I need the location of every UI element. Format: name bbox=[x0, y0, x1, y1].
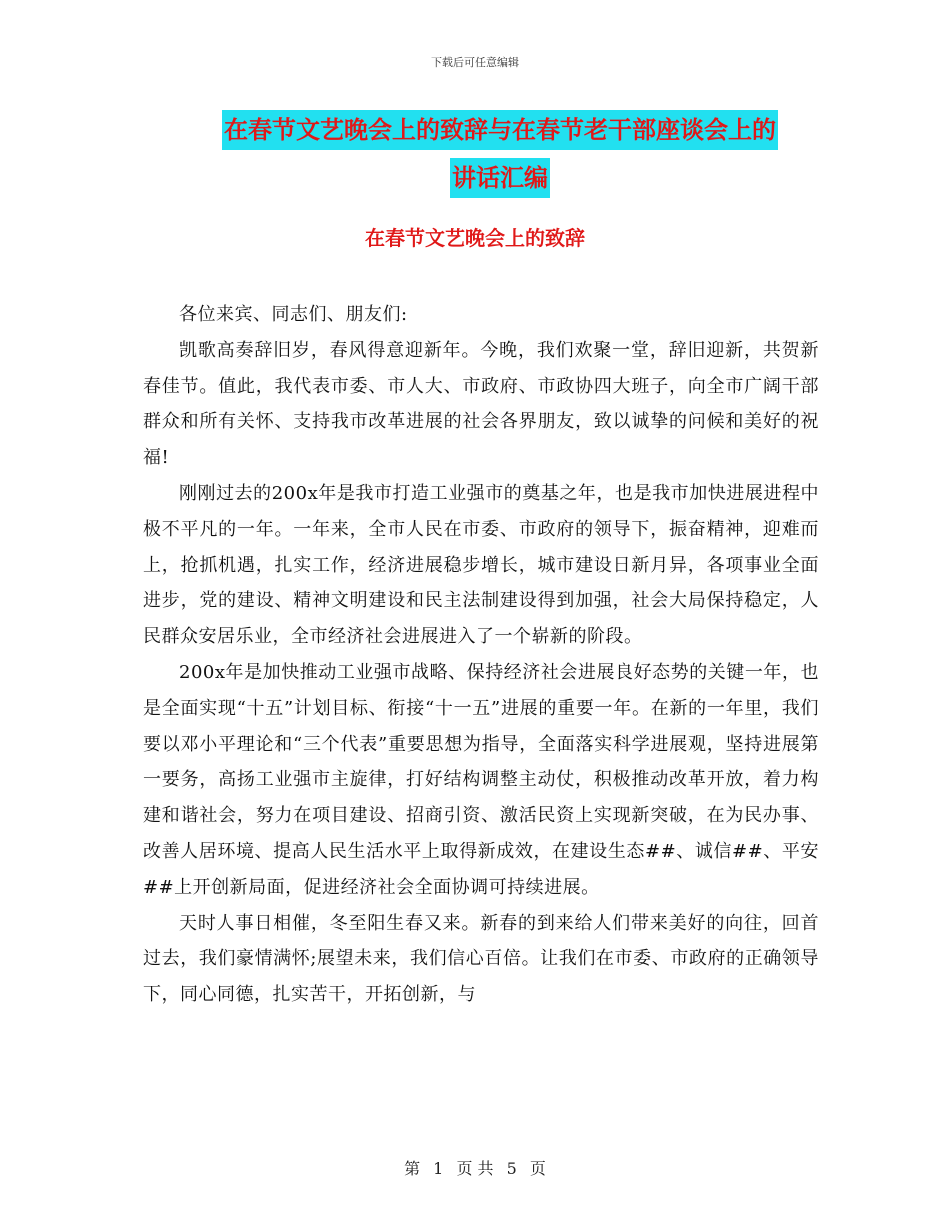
title-line-2: 讲话汇编 bbox=[450, 158, 550, 198]
section-subtitle: 在春节文艺晚会上的致辞 bbox=[365, 226, 585, 250]
paragraph: 刚刚过去的200x年是我市打造工业强市的奠基之年，也是我市加快进展进程中极不平凡的一年。一年来，全市人民在市委、市政府的领导下，振奋精神，迎难而上，抢抓机遇，扎实工作，经济进展稳步增长，城市建设日新月异，各项事业全面进步，党的建设、精神文明建设和民主法制建设得到加强，社会大局保持稳定，人民群众安居乐业，全市经济社会进展进入了一个崭新的阶段。 bbox=[143, 482, 819, 648]
footer-middle: 页 共 bbox=[456, 1159, 494, 1178]
header-note: 下载后可任意编辑 bbox=[431, 56, 519, 69]
footer-suffix: 页 bbox=[529, 1159, 546, 1178]
paragraph: 200x年是加快推动工业强市战略、保持经济社会进展良好态势的关键一年，也是全面实现“十五”计划目标、衔接“十一五”进展的重要一年。在新的一年里，我们要以邓小平理论和“三个代表”重要思想为指导，全面落实科学进展观，坚持进展第一要务，高扬工业强市主旋律，打好结构调整主动仗，积极推动改革开放，着力构建和谐社会，努力在项目建设、招商引资、激活民资上实现新突破，在为民办事、改善人居环境、提高人民生活水平上取得新成效，在建设生态##、诚信##、平安##上开创新局面，促进经济社会全面协调可持续进展。 bbox=[143, 661, 819, 898]
page-total: 5 bbox=[506, 1159, 517, 1178]
paragraph: 凯歌高奏辞旧岁，春风得意迎新年。今晚，我们欢聚一堂，辞旧迎新，共贺新春佳节。值此，我代表市委、市人大、市政府、市政协四大班子，向全市广阔干部群众和所有关怀、支持我市改革进展的社会各界朋友，致以诚挚的问候和美好的祝福! bbox=[143, 339, 819, 469]
paragraph-salutation: 各位来宾、同志们、朋友们: bbox=[179, 304, 408, 325]
footer-prefix: 第 bbox=[404, 1159, 421, 1178]
document-title bbox=[190, 110, 810, 206]
document-body bbox=[143, 297, 819, 1013]
page-footer bbox=[0, 1156, 950, 1179]
title-line-1: 在春节文艺晚会上的致辞与在春节老干部座谈会上的 bbox=[222, 110, 778, 150]
page-number: 1 bbox=[433, 1159, 444, 1178]
paragraph: 天时人事日相催，冬至阳生春又来。新春的到来给人们带来美好的向往，回首过去，我们豪情满怀;展望未来，我们信心百倍。让我们在市委、市政府的正确领导下，同心同德，扎实苦干，开拓创新，与 bbox=[143, 912, 819, 1006]
